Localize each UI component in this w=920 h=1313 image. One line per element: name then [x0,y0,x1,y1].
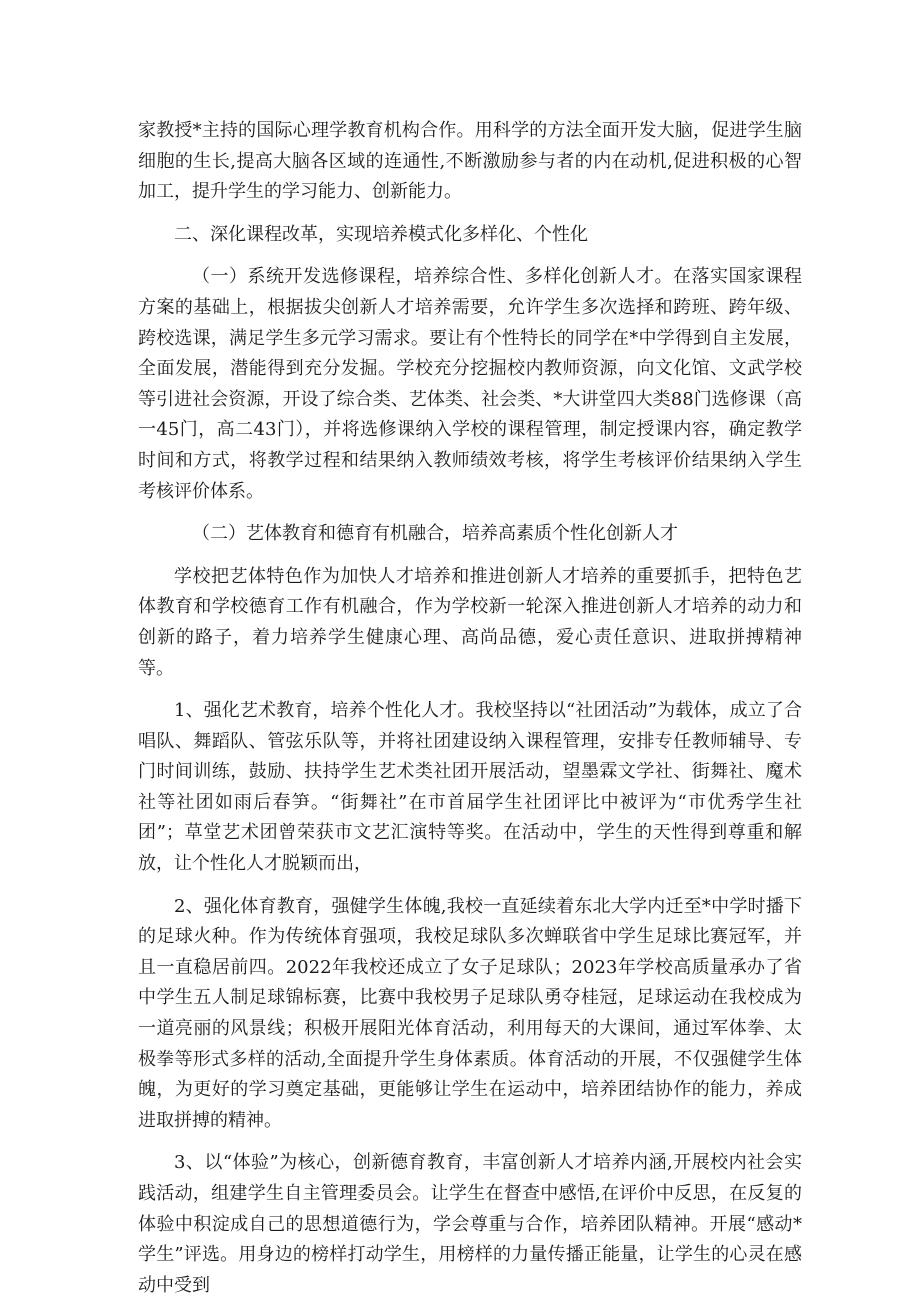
document-body [138,116,802,1313]
paragraph-sports-education: 2、强化体育教育，强健学生体魄,我校一直延续着东北大学内迁至*中学时播下的足球火种。作为传统体育强项，我校足球队多次蝉联省中学生足球比赛冠军，并且一直稳居前四。2022年我校还成立了女子足球队；2023年学校高质量承办了省中学生五人制足球锦标赛，比赛中我校男子足球队勇夺桂冠，足球运动在我校成为一道亮丽的风景线；积极开展阳光体育活动，利用每天的大课间，通过军体拳、太极拳等形式多样的活动,全面提升学生身体素质。体育活动的开展，不仅强健学生体魄，为更好的学习奠定基础，更能够让学生在运动中，培养团结协作的能力，养成进取拼搏的精神。 [138,895,802,1131]
paragraph-arts-education: 1、强化艺术教育，培养个性化人才。我校坚持以“社团活动”为载体，成立了合唱队、舞蹈队、管弦乐队等，并将社团建设纳入课程管理，安排专任教师辅导、专门时间训练，鼓励、扶持学生艺术类社团开展活动，望墨霖文学社、街舞社、魔术社等社团如雨后春笋。“街舞社”在市首届学生社团评比中被评为“市优秀学生社团”；草堂艺术团曾荣获市文艺汇演特等奖。在活动中，学生的天性得到尊重和解放，让个性化人才脱颖而出， [138,700,802,875]
subsection-2-heading: （二）艺体教育和德育有机融合，培养高素质个性化创新人才 [192,523,678,545]
paragraph-moral-education: 3、以“体验”为核心，创新德育教育，丰富创新人才培养内涵,开展校内社会实践活动，组建学生自主管理委员会。让学生在督查中感悟,在评价中反思，在反复的体验中积淀成自己的思想道德行为，学会尊重与合作，培养团队精神。开展“感动*学生”评选。用身边的榜样打动学生，用榜样的力量传播正能量，让学生的心灵在感动中受到 [138,1152,802,1296]
paragraph-continuation: 家教授*主持的国际心理学教育机构合作。用科学的方法全面开发大脑，促进学生脑细胞的生长,提高大脑各区域的连通性,不断激励参与者的内在动机,促进积极的心智加工，提升学生的学习能力、创新能力。 [138,120,802,203]
section-heading-2: 二、深化课程改革，实现培养模式化多样化、个性化 [174,223,588,245]
subsection-1-paragraph: （一）系统开发选修课程，培养综合性、多样化创新人才。在落实国家课程方案的基础上，根据拔尖创新人才培养需要，允许学生多次选择和跨班、跨年级、跨校选课，满足学生多元学习需求。要让有个性特长的同学在*中学得到自主发展，全面发展，潜能得到充分发掘。学校充分挖掘校内教师资源，向文化馆、文武学校等引进社会资源，开设了综合类、艺体类、社会类、*大讲堂四大类88门选修课（高一45门，高二43门），并将选修课纳入学校的课程管理，制定授课内容，确定教学时间和方式，将教学过程和结果纳入教师绩效考核，将学生考核评价结果纳入学生考核评价体系。 [138,266,802,502]
paragraph-arts-integration: 学校把艺体特色作为加快人才培养和推进创新人才培养的重要抓手，把特色艺体教育和学校德育工作有机融合，作为学校新一轮深入推进创新人才培养的动力和创新的路子，着力培养学生健康心理、高尚品德，爱心责任意识、进取拼搏精神等。 [138,565,802,679]
